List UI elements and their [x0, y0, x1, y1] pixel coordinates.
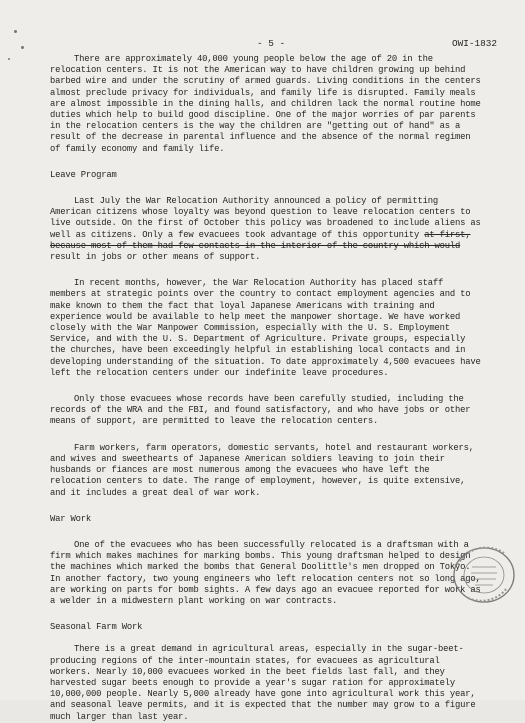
scan-speck — [14, 30, 17, 33]
heading-seasonal-farm-work: Seasonal Farm Work — [50, 622, 143, 633]
struck-text: at first, because most of them had few contacts in the interior of the country which would — [50, 229, 471, 251]
paragraph-leave-policy: Last July the War Relocation Authority announced a policy of permitting American citizens whose loyalty was beyond question to leave relocation centers to live outside. On the first of October this policy was broadened to include aliens as well as citizens. Only a few evacuees took advantage of this opportunity at first, because most of them had few contacts in the interior of the country which would result in jobs or other means of support. — [50, 196, 481, 263]
heading-leave-program: Leave Program — [50, 169, 117, 180]
scan-speck — [21, 46, 24, 49]
archives-seal-stamp — [446, 545, 518, 605]
paragraph-staff-members: In recent months, however, the War Relocation Authority has placed staff members at strategic points over the country to contact employment agencies and to make known to them the fact that loyal Japanese Americans with training and experience would be available to help meet the manpower shortage. We have worked closely with the War Manpower Commission, especially with the U. S. Employment Service, and with the U. S. Department of Agriculture. Private groups, especially the churches, have been exceedingly helpful in establishing local contacts and in developing understanding of the situation. To date approximately 4,500 evacuees have left the relocation centers under our indefinite leave procedures. — [50, 278, 481, 378]
seal-icon — [446, 545, 518, 605]
page-number: - 5 - — [257, 38, 286, 49]
document-code: OWI-1832 — [452, 38, 498, 49]
paragraph-war-work: One of the evacuees who has been successfully relocated is a draftsman with a firm which makes machines for marking bombs. This young draftsman helped to design the machines which marked the bombs that General Doolittle's men dropped on Tokyo. In another factory, two young engineers who left relocation centers not so long ago, are working on parts for bomb sights. A few days ago an evacuee reported for work as a welder in a midwestern plant working on war contracts. — [50, 539, 481, 606]
paragraph-records: Only those evacuees whose records have been carefully studied, including the records of the WRA and the FBI, and found satisfactory, and who have jobs or other means of support, are permitted to leave the relocation centers. — [50, 394, 471, 427]
paragraph-farm-work: There is a great demand in agricultural areas, especially in the sugar-beet-producing regions of the inter-mountain states, for evacuees as agricultural workers. Nearly 10,000 evacuees worked in the beet fields last fall, and they harvested sugar beets enough to provide a year's sugar ration for approximately 10,000,000 people. Nearly 5,000 already have gone into agricultural work this year, and seasonal leave permits, and it is expected that the number may grow to a figure much larger than last year. — [50, 644, 476, 722]
paragraph-employment-range: Farm workers, farm operators, domestic servants, hotel and restaurant workers, and wives and sweethearts of Japanese American soldiers leaving to join their husbands or fiances are most numerous among the evacuees who have left the relocation centers to date. The range of employment, however, is quite extensive, and it includes a great deal of war work. — [50, 442, 474, 498]
scan-speck — [8, 58, 10, 60]
paragraph-youth: There are approximately 40,000 young people below the age of 20 in the relocation centers. It is not the American way to have children growing up behind barbed wire and under the scrutiny of armed guards. Living conditions in the centers almost preclude privacy for individuals, and family life is disrupted. Family meals are almost impossible in the dining halls, and children lack the normal routine home duties which help to build good discipline. One of the major worries of par parents in the relocation centers is the way the children are "getting out of hand" as a result of the decrease in parental influence and the absence of the normal regimen of family economy and family life. — [50, 54, 481, 154]
document-body — [50, 54, 482, 723]
heading-war-work: War Work — [50, 513, 92, 524]
